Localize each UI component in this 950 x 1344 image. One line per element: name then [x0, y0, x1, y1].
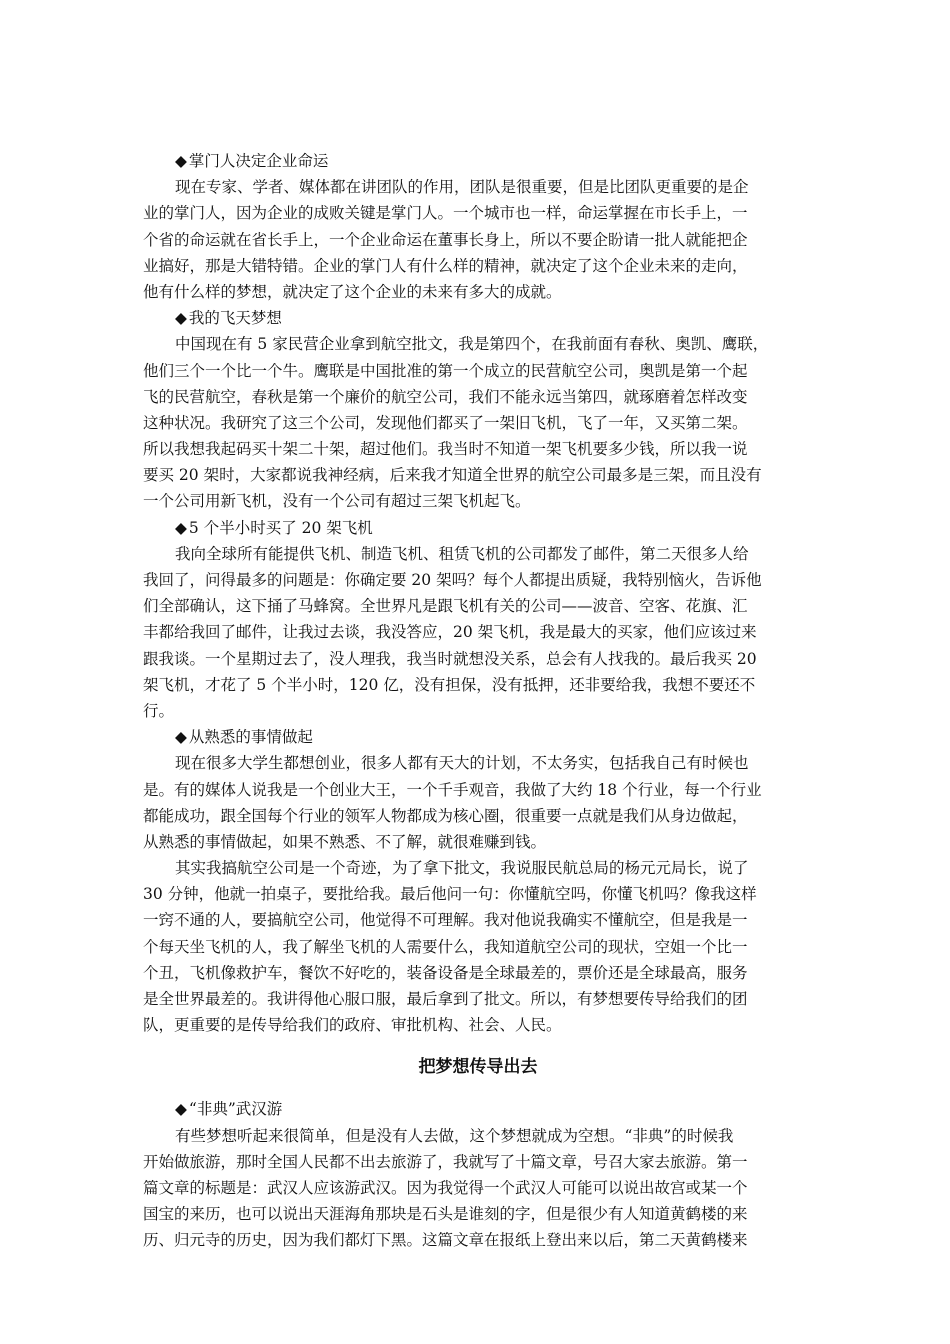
section-heading: ◆ 从熟悉的事情做起: [175, 728, 313, 747]
paragraph-line: 飞的民营航空，春秋是第一个廉价的航空公司，我们不能永远当第四，就琢磨着怎样改变: [143, 387, 748, 406]
section-heading: ◆ “非典”武汉游: [175, 1100, 283, 1119]
paragraph-line: 历、归元寺的历史，因为我们都灯下黑。这篇文章在报纸上登出来以后，第二天黄鹤楼来: [143, 1231, 748, 1250]
paragraph-line: 一个公司用新飞机，没有一个公司有超过三架飞机起飞。: [143, 492, 531, 511]
paragraph-line: 他有什么样的梦想，就决定了这个企业的未来有多大的成就。: [143, 282, 562, 301]
document-page: [143, 148, 813, 1254]
paragraph-line: 篇文章的标题是：武汉人应该游武汉。因为我觉得一个武汉人可能可以说出故宫或某一个: [143, 1178, 748, 1197]
paragraph-line: 业的掌门人，因为企业的成败关键是掌门人。一个城市也一样，命运掌握在市长手上，一: [143, 204, 748, 223]
paragraph-line: 中国现在有 5 家民营企业拿到航空批文，我是第四个，在我前面有春秋、奥凯、鹰联，: [175, 335, 769, 354]
paragraph-line: 是。有的媒体人说我是一个创业大王，一个千手观音，我做了大约 18 个行业，每一个行业: [143, 780, 762, 799]
paragraph-line: 个省的命运就在省长手上，一个企业命运在董事长身上，所以不要企盼请一批人就能把企: [143, 230, 748, 249]
paragraph-line: 我向全球所有能提供飞机、制造飞机、租赁飞机的公司都发了邮件，第二天很多人给: [175, 544, 749, 563]
paragraph-line: 现在很多大学生都想创业，很多人都有天大的计划，不太务实，包括我自己有时候也: [175, 754, 749, 773]
paragraph-line: 行。: [143, 701, 175, 720]
paragraph-line: 业搞好，那是大错特错。企业的掌门人有什么样的精神，就决定了这个企业未来的走向，: [143, 256, 748, 275]
paragraph-line: 这种状况。我研究了这三个公司，发现他们都买了一架旧飞机，飞了一年，又买第二架。: [143, 413, 748, 432]
paragraph-line: 个每天坐飞机的人，我了解坐飞机的人需要什么，我知道航空公司的现状，空姐一个比一: [143, 937, 748, 956]
section-heading: ◆ 5 个半小时买了 20 架飞机: [175, 518, 373, 537]
diamond-bullet-icon: ◆: [175, 518, 187, 537]
paragraph-line: 都能成功，跟全国每个行业的领军人物都成为核心圈，很重要一点就是我们从身边做起，: [143, 806, 748, 825]
paragraph-line: 跟我谈。一个星期过去了，没人理我，我当时就想没关系，总会有人找我的。最后我买 20: [143, 649, 757, 668]
diamond-bullet-icon: ◆: [175, 1100, 187, 1119]
paragraph-line: 架飞机，才花了 5 个半小时，120 亿，没有担保，没有抵押，还非要给我，我想不要还不: [143, 675, 756, 694]
paragraph-line: 其实我搞航空公司是一个奇迹，为了拿下批文，我说服民航总局的杨元元局长，说了: [175, 859, 749, 878]
paragraph-line: 一窍不通的人，要搞航空公司，他觉得不可理解。我对他说我确实不懂航空，但是我是一: [143, 911, 748, 930]
paragraph-line: 他们三个一个比一个牛。鹰联是中国批准的第一个成立的民营航空公司，奥凯是第一个起: [143, 361, 748, 380]
chapter-title: 把梦想传导出去: [418, 1057, 538, 1078]
paragraph-line: 现在专家、学者、媒体都在讲团队的作用，团队是很重要，但是比团队更重要的是企: [175, 178, 749, 197]
paragraph-line: 们全部确认，这下捅了马蜂窝。全世界凡是跟飞机有关的公司——波音、空客、花旗、汇: [143, 597, 748, 616]
diamond-bullet-icon: ◆: [175, 728, 187, 747]
diamond-bullet-icon: ◆: [175, 309, 187, 328]
paragraph-line: 我回了，问得最多的问题是：你确定要 20 架吗？每个人都提出质疑，我特别恼火，告诉他: [143, 571, 762, 589]
paragraph-line: 丰都给我回了邮件，让我过去谈，我没答应，20 架飞机，我是最大的买家，他们应该过来: [143, 623, 757, 642]
section-heading: ◆ 我的飞天梦想: [175, 309, 282, 328]
paragraph-line: 所以我想我起码买十架二十架，超过他们。我当时不知道一架飞机要多少钱，所以我一说: [143, 440, 748, 459]
diamond-bullet-icon: ◆: [175, 152, 187, 170]
paragraph-line: 队，更重要的是传导给我们的政府、审批机构、社会、人民。: [143, 1016, 562, 1035]
section-heading: ◆ 掌门人决定企业命运: [175, 152, 329, 170]
paragraph-line: 从熟悉的事情做起，如果不熟悉、不了解，就很难赚到钱。: [143, 832, 547, 851]
paragraph-line: 国宝的来历，也可以说出天涯海角那块是石头是谁刻的字，但是很少有人知道黄鹤楼的来: [143, 1205, 748, 1224]
paragraph-line: 30 分钟，他就一拍桌子，要批给我。最后他问一句：你懂航空吗，你懂飞机吗？像我这样: [143, 885, 757, 904]
paragraph-line: 开始做旅游，那时全国人民都不出去旅游了，我就写了十篇文章，号召大家去旅游。第一: [143, 1152, 748, 1171]
paragraph-line: 有些梦想听起来很简单，但是没有人去做，这个梦想就成为空想。“非典”的时候我: [175, 1126, 734, 1145]
paragraph-line: 个丑，飞机像救护车，餐饮不好吃的，装备设备是全球最差的，票价还是全球最高，服务: [143, 963, 748, 982]
paragraph-line: 是全世界最差的。我讲得他心服口服，最后拿到了批文。所以，有梦想要传导给我们的团: [143, 990, 748, 1008]
paragraph-line: 要买 20 架时，大家都说我神经病，后来我才知道全世界的航空公司最多是三架，而且没有: [143, 466, 762, 485]
